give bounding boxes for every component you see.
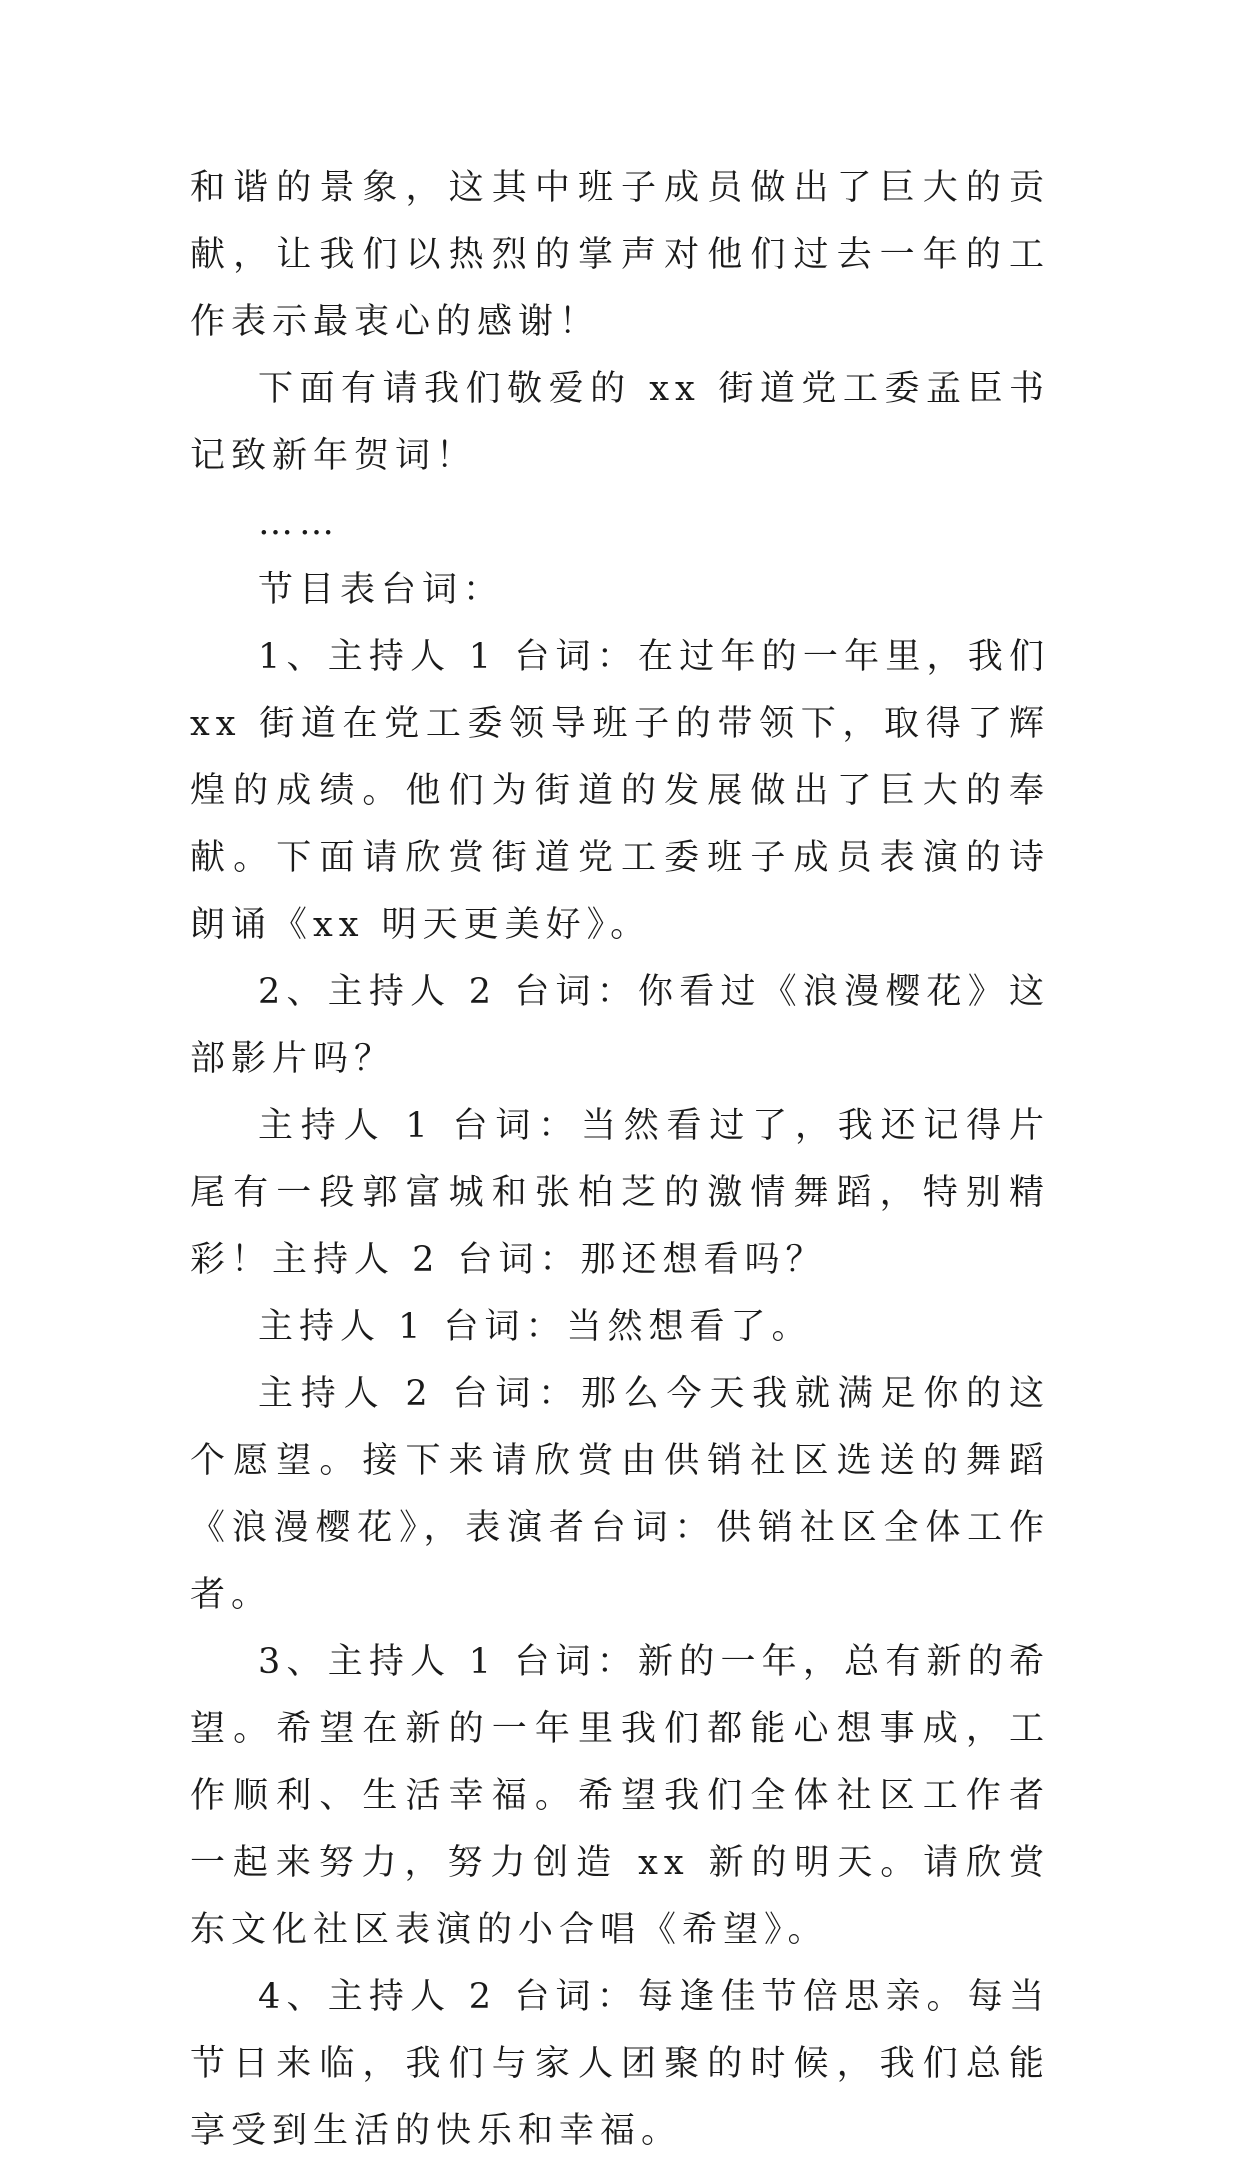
paragraph-6: 2、主持人 2 台词：你看过《浪漫樱花》这部影片吗？ [190,972,1050,1079]
paragraph-7: 主持人 1 台词：当然看过了，我还记得片尾有一段郭富城和张柏芝的激情舞蹈，特别精彩！主持人 2 台词：那还想看吗？ [190,1106,1050,1280]
paragraph-2: 下面有请我们敬爱的 xx 街道党工委孟臣书记致新年贺词！ [190,369,1050,476]
paragraph-10: 3、主持人 1 台词：新的一年，总有新的希望。希望在新的一年里我们都能心想事成，工作顺利、生活幸福。希望我们全体社区工作者一起来努力，努力创造 xx 新的明天。请欣赏东文化社区表演的小合唱《希望》。 [190,1642,1050,1950]
paragraph-8: 主持人 1 台词：当然想看了。 [258,1307,813,1347]
paragraph-11: 4、主持人 2 台词：每逢佳节倍思亲。每当节日来临，我们与家人团聚的时候，我们总能享受到生活的快乐和幸福。 [190,1977,1050,2151]
paragraph-3: …… [258,503,340,543]
document-body [190,155,1050,2165]
paragraph-9: 主持人 2 台词：那么今天我就满足你的这个愿望。接下来请欣赏由供销社区选送的舞蹈《浪漫樱花》，表演者台词：供销社区全体工作者。 [190,1374,1050,1615]
paragraph-5: 1、主持人 1 台词：在过年的一年里，我们 xx 街道在党工委领导班子的带领下，取得了辉煌的成绩。他们为街道的发展做出了巨大的奉献。下面请欣赏街道党工委班子成员表演的诗朗诵《xx 明天更美好》。 [190,637,1050,945]
paragraph-1: 和谐的景象，这其中班子成员做出了巨大的贡献，让我们以热烈的掌声对他们过去一年的工作表示最衷心的感谢！ [190,168,1050,342]
paragraph-4: 节目表台词： [258,570,505,610]
